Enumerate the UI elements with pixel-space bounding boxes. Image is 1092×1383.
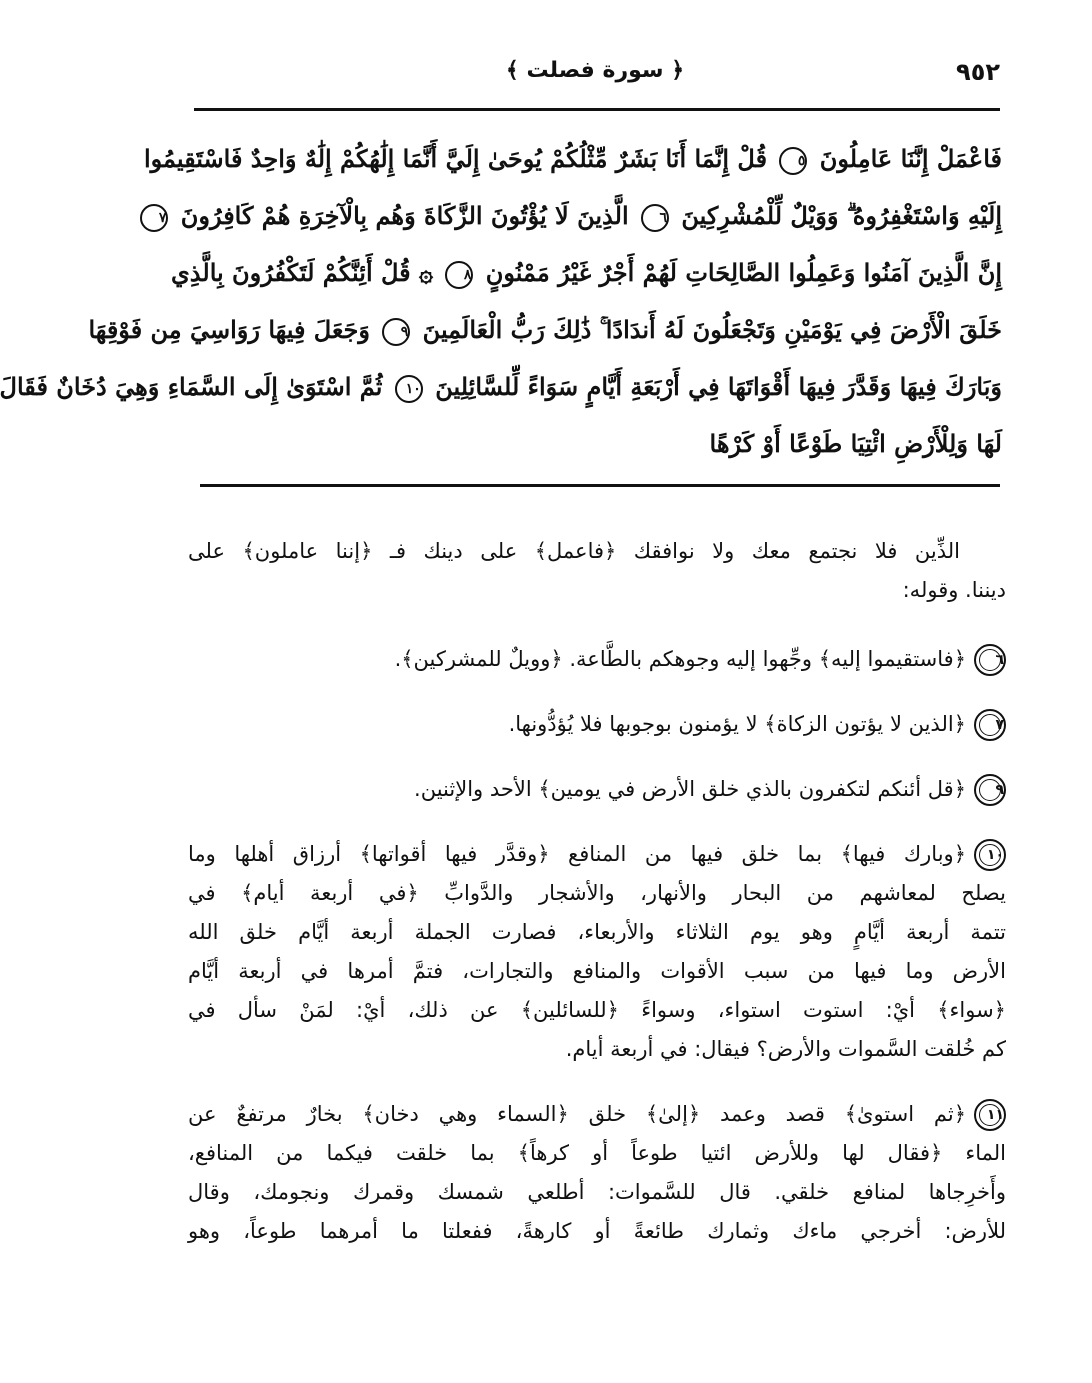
verse-end-marker: ٧ xyxy=(140,204,168,232)
text-line: الذِّين فلا نجتمع معك ولا نوافقك ﴿فاعمل﴾ على دينك فـ ﴿إننا عاملون﴾ على xyxy=(188,539,960,563)
text-line xyxy=(188,640,1006,679)
entry-text: ﴿قل أئنكم لتكفرون بالذي خلق الأرض في يومين﴾ الأحد والإثنين. xyxy=(414,777,966,801)
quran-line xyxy=(158,187,1002,244)
page-header xyxy=(190,52,1000,98)
text-line: ديننا. وقوله: xyxy=(902,578,1006,602)
text-line xyxy=(188,1095,1006,1134)
text-line xyxy=(188,705,1006,744)
quran-line xyxy=(0,358,1002,415)
verse-number-badge: ٩ xyxy=(974,774,1006,806)
quran-segment: وَجَعَلَ فِيهَا رَوَاسِيَ مِن فَوْقِهَا xyxy=(88,315,370,344)
quran-segment: خَلَقَ الْأَرْضَ فِي يَوْمَيْنِ وَتَجْعَلُونَ لَهُ أَندَادًا ۚ ذَٰلِكَ رَبُّ الْعَالَمِينَ xyxy=(422,315,1002,344)
quran-line xyxy=(88,301,1002,358)
quran-line xyxy=(143,130,1002,187)
text-line: يصلح لمعاشهم من البحار والأنهار، والأشجار والدَّوابِّ ﴿في أربعة أيام﴾ في xyxy=(188,881,1006,905)
verse-end-marker: ٦ xyxy=(641,204,669,232)
tafsir-intro xyxy=(188,532,1006,610)
text-line: الأرض وما فيها من سبب الأقوات والمنافع والتجارات، فتمَّ أمرها في أربعة أيَّام xyxy=(188,959,1006,983)
verse-number-badge: ٧ xyxy=(974,709,1006,741)
tafsir-entry-11 xyxy=(188,1095,1006,1251)
text-line: ﴿سواء﴾ أيْ: استوت استواء، وسواءً ﴿للسائلين﴾ عن ذلك، أيْ: لمَنْ سأل في xyxy=(188,998,1006,1022)
text-line: الماء ﴿فقال لها وللأرض ائتيا طوعاً أو كرهاً﴾ بما خلقت فيكما من المنافع، xyxy=(188,1141,1006,1165)
quran-segment: ثُمَّ اسْتَوَىٰ إِلَى السَّمَاءِ وَهِيَ دُخَانٌ فَقَالَ xyxy=(0,372,383,401)
section-divider xyxy=(200,484,1000,487)
verse-end-marker: ٨ xyxy=(445,261,473,289)
verse-number-badge: ١٠ xyxy=(974,839,1006,871)
text-line xyxy=(188,770,1006,809)
entry-text: ﴿فاستقيموا إليه﴾ وجِّهوا إليه وجوهكم بالطَّاعة. ﴿وويلٌ للمشركين﴾. xyxy=(394,647,966,671)
quran-line xyxy=(171,244,1002,301)
entry-text: ﴿ثم استوىٰ﴾ قصد وعمد ﴿إلىٰ﴾ خلق ﴿السماء وهي دخان﴾ بخارٌ مرتفعٌ عن xyxy=(188,1102,966,1126)
text-line: للأرض: أخرجي ماءك وثمارك طائعةً أو كارهةً، ففعلتا ما أمرهما طوعاً، وهو xyxy=(188,1219,1006,1243)
text-line: كم خُلقت السَّموات والأرض؟ فيقال: في أربعة أيام. xyxy=(565,1037,1006,1061)
quran-segment: لَهَا وَلِلْأَرْضِ ائْتِيَا طَوْعًا أَوْ كَرْهًا xyxy=(709,429,1002,458)
tafsir-entry-10 xyxy=(188,835,1006,1069)
text-line: تتمة أربعة أيَّامٍ وهو يوم الثلاثاء والأربعاء، فصارت الجملة أربعة أيَّام خلق الله xyxy=(188,920,1006,944)
tafsir-entry-7 xyxy=(188,705,1006,744)
entry-text: ﴿الذين لا يؤتون الزكاة﴾ لا يؤمنون بوجوبها فلا يُؤدُّونها. xyxy=(508,712,966,736)
quran-segment: إِلَيْهِ وَاسْتَغْفِرُوهُ ۗ وَوَيْلٌ لِّلْمُشْرِكِينَ xyxy=(681,201,1002,230)
text-line xyxy=(188,835,1006,874)
header-divider xyxy=(194,108,1000,111)
quran-segment: وَبَارَكَ فِيهَا وَقَدَّرَ فِيهَا أَقْوَاتَهَا فِي أَرْبَعَةِ أَيَّامٍ سَوَاءً لِّلسَّائِلِينَ xyxy=(435,372,1002,401)
verse-end-marker: ١٠ xyxy=(395,375,423,403)
quran-segment: إِنَّ الَّذِينَ آمَنُوا وَعَمِلُوا الصَّالِحَاتِ لَهُمْ أَجْرٌ غَيْرُ مَمْنُونٍ xyxy=(485,258,1002,287)
tafsir-entry-6 xyxy=(188,640,1006,679)
tafsir-commentary xyxy=(188,532,1006,1251)
quran-segment: فَاعْمَلْ إِنَّنَا عَامِلُونَ xyxy=(819,144,1002,173)
text-line: وأَخرِجاها لمنافع خلقي. قال للسَّموات: أطلعي شمسك وقمرك ونجومك، وقال xyxy=(188,1180,1006,1204)
quran-segment: الَّذِينَ لَا يُؤْتُونَ الزَّكَاةَ وَهُم بِالْآخِرَةِ هُمْ كَافِرُونَ xyxy=(180,201,629,230)
quran-segment: قُلْ إِنَّمَا أَنَا بَشَرٌ مِّثْلُكُمْ يُوحَىٰ إِلَيَّ أَنَّمَا إِلَٰهُكُمْ إِلَٰهٌ وَاحِدٌ فَاسْتَقِيمُوا xyxy=(143,144,768,173)
entry-text: ﴿وبارك فيها﴾ بما خلق فيها من المنافع ﴿وقدَّر فيها أقواتها﴾ أرزاق أهلها وما xyxy=(188,842,966,866)
quran-line xyxy=(188,415,1002,472)
page-number: ٩٥٢ xyxy=(956,58,1000,86)
verse-end-marker: ٥ xyxy=(779,147,807,175)
verse-number-badge: ٦ xyxy=(974,644,1006,676)
quran-text-block xyxy=(0,130,1002,472)
surah-title: ﴿ سورة فصلت ﴾ xyxy=(505,58,685,83)
verse-end-marker: ٩ xyxy=(382,318,410,346)
tafsir-entry-9 xyxy=(188,770,1006,809)
verse-number-badge: ١١ xyxy=(974,1099,1006,1131)
quran-segment: ۞ قُلْ أَئِنَّكُمْ لَتَكْفُرُونَ بِالَّذِي xyxy=(171,258,434,287)
